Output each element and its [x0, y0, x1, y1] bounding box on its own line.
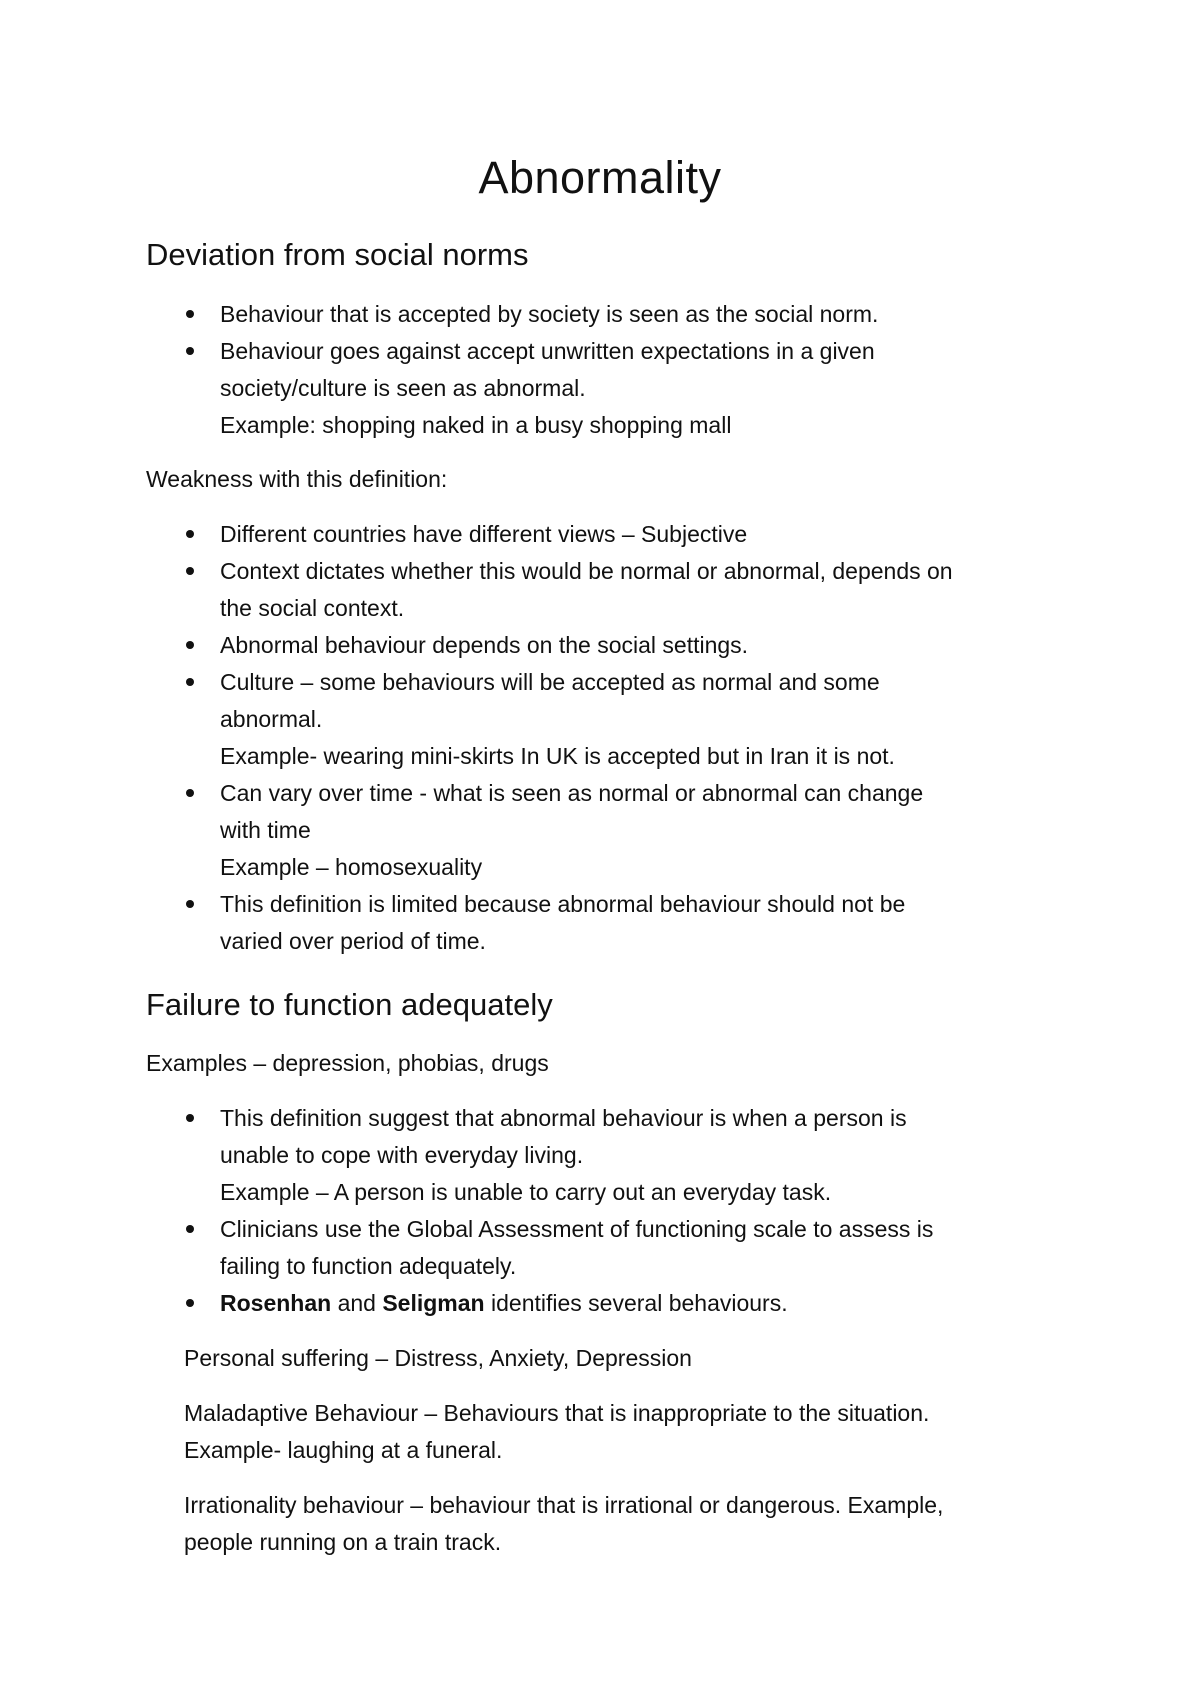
weakness-bullet-list — [186, 516, 953, 960]
list-item: Context dictates whether this would be normal or abnormal, depends on the social context. — [186, 553, 953, 627]
author-seligman: Seligman — [382, 1290, 485, 1316]
list-item: Rosenhan and Seligman identifies several behaviours. — [186, 1285, 933, 1322]
bullet-icon — [186, 900, 194, 908]
bullet-icon — [186, 567, 194, 575]
list-item: This definition is limited because abnormal behaviour should not be varied over period of time. — [186, 886, 953, 960]
weakness-label: Weakness with this definition: — [146, 466, 448, 492]
bullet-icon — [186, 789, 194, 797]
bullet-icon — [186, 530, 194, 538]
examples-line: Examples – depression, phobias, drugs — [146, 1050, 549, 1076]
irrationality-behaviour: Irrationality behaviour – behaviour that is irrational or dangerous. Example, people running on a train track. — [184, 1492, 944, 1555]
section-heading-social-norms: Deviation from social norms — [146, 237, 529, 272]
list-item: Behaviour that is accepted by society is seen as the social norm. — [186, 296, 878, 333]
list-item: Abnormal behaviour depends on the social settings. — [186, 627, 953, 664]
section-heading-failure-to-function: Failure to function adequately — [146, 987, 553, 1022]
bullet-icon — [186, 1114, 194, 1122]
bullet-icon — [186, 641, 194, 649]
maladaptive-behaviour: Maladaptive Behaviour – Behaviours that is inappropriate to the situation. Example- laughing at a funeral. — [184, 1400, 930, 1463]
bullet-icon — [186, 310, 194, 318]
list-item: Behaviour goes against accept unwritten expectations in a given society/culture is seen as abnormal. Example: shopping naked in a busy shopping mall — [186, 333, 878, 444]
social-norms-bullet-list — [186, 296, 878, 444]
list-item: Can vary over time - what is seen as normal or abnormal can change with time Example – homosexuality — [186, 775, 953, 886]
bullet-icon — [186, 1299, 194, 1307]
personal-suffering: Personal suffering – Distress, Anxiety, Depression — [184, 1345, 692, 1371]
failure-bullet-list — [186, 1100, 933, 1322]
document-title: Abnormality — [478, 152, 722, 203]
list-item: Clinicians use the Global Assessment of functioning scale to assess is failing to function adequately. — [186, 1211, 933, 1285]
bullet-icon — [186, 347, 194, 355]
list-item: Culture – some behaviours will be accepted as normal and some abnormal. Example- wearing mini-skirts In UK is accepted but in Iran it is not. — [186, 664, 953, 775]
author-rosenhan: Rosenhan — [220, 1290, 332, 1316]
list-item: Different countries have different views – Subjective — [186, 516, 953, 553]
bullet-icon — [186, 1225, 194, 1233]
bullet-icon — [186, 678, 194, 686]
list-item: This definition suggest that abnormal behaviour is when a person is unable to cope with everyday living. Example – A person is unable to carry out an everyday task. — [186, 1100, 933, 1211]
